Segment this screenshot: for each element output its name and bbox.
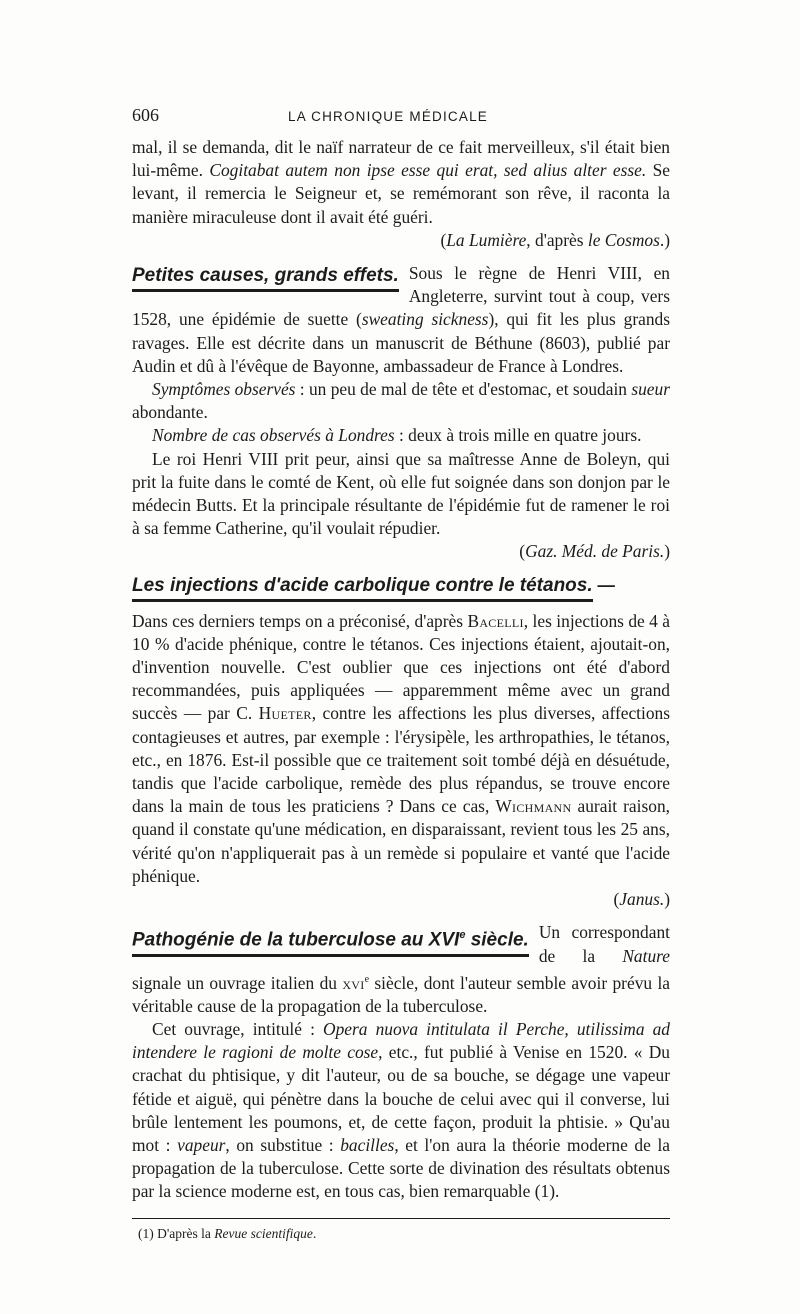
cases-label: Nombre de cas observés à Londres	[152, 425, 395, 446]
latin-quote: Cogitabat autem non ipse esse qui erat, sed alius alter esse.	[209, 160, 647, 181]
section-heading-row	[132, 574, 670, 602]
source-paren: .)	[659, 229, 670, 250]
section3-paragraph-2	[132, 1018, 670, 1204]
section1-text: Sous le règne de Henri VIII, en Angleterre, survint tout à coup, vers 1528, une épidémie de suette (	[132, 263, 670, 330]
section1-cases	[132, 424, 670, 447]
source-paren: )	[664, 541, 670, 562]
section2-paragraph	[132, 610, 670, 888]
source-paren: (	[519, 541, 526, 562]
sueur-word: sueur	[631, 379, 670, 400]
section2-text-b: , les injections de 4 à 10 % d'acide phénique, contre le tétanos. Ces injections étaient, ajoutait-on, d'invention nouvelle. C'est oublier que ces injections ont été d'abord recommandées, puis appliquées — apparemment même avec un grand succès — par C.	[132, 610, 670, 724]
section-injections	[132, 574, 670, 912]
section-pathogenie	[132, 921, 670, 1203]
journal-title: LA CHRONIQUE MÉDICALE	[288, 109, 488, 124]
author-wichmann: Wichmann	[495, 796, 572, 817]
section1-paragraph-4: Le roi Henri VIII prit peur, ainsi que sa maîtresse Anne de Boleyn, qui prit la fuite dans le comté de Kent, où elle fut soignée dans son donjon par le médecin Butts. Et la principale résultante de l'épidémie fut de ramener le roi à sa femme Catherine, qu'il voulait répudier.	[132, 448, 670, 539]
section3-text-b: signale un ouvrage italien du	[132, 972, 343, 993]
footnote-source: Revue scientifique	[214, 1225, 313, 1241]
author-hueter: Hueter	[258, 703, 312, 724]
opening-source	[132, 229, 670, 252]
footnote-rule	[132, 1218, 670, 1219]
section2-text-d: aurait raison, quand il constate qu'une médication, en disparaissant, revient tous les 25 ans, vérité qu'on n'appliquerait pas à un remède si populaire et vanté que l'acide phénique.	[132, 796, 670, 886]
section3-p2-text-b: , etc., fut publié à Venise en 1520. « Du crachat du phtisique, y dit l'auteur, ou de sa bouche, se dégage une vapeur fétide et aiguë, qui pénètre dans la bouche de celui avec qui il converse, lui brûle lentement les poumons, et, de cette façon, produit la phtisie. » Qu'au mot :	[132, 1042, 670, 1155]
section1-symptoms	[132, 378, 670, 424]
century-numeral: xvi	[342, 972, 365, 993]
source-gazette: Gaz. Méd. de Paris.	[525, 541, 665, 562]
nature-journal: Nature	[622, 945, 670, 966]
section3-text-c: siècle, dont l'auteur semble avoir prévu la véritable cause de la propagation de la tuberculose.	[132, 972, 670, 1016]
section1-source	[132, 540, 670, 563]
opening-text-continued: Se levant, il remercia le Seigneur et, se remémorant son rêve, il raconta la manière miraculeuse dont il avait été guéri.	[132, 160, 671, 227]
section-petites-causes	[132, 262, 670, 564]
page-number: 606	[132, 105, 159, 125]
heading-text-end: siècle.	[465, 929, 529, 951]
section2-text: Dans ces derniers temps on a préconisé, d'après	[132, 610, 468, 631]
footnote-text: D'après la	[157, 1225, 215, 1241]
running-head	[132, 104, 670, 128]
source-connector: , d'après	[526, 229, 588, 250]
section-heading-pathogenie	[132, 923, 529, 956]
footnote-marker: (1)	[138, 1225, 158, 1241]
section-heading-injections: Les injections d'acide carbolique contre le tétanos.	[132, 574, 593, 602]
section1-text-continued: ), qui fit les plus grands ravages. Elle est décrite dans un manuscrit de Béthune (8603), publié par Audin et dû à l'évêque de Bayonne, ambassadeur de France à Londres.	[132, 309, 671, 376]
page-content	[132, 104, 670, 1243]
symptoms-text: : un peu de mal de tête et d'estomac, et soudain	[295, 379, 632, 400]
source-cosmos: le Cosmos	[587, 229, 660, 250]
section3-p2-text-c: , on substitue :	[225, 1134, 341, 1155]
sweating-sickness: sweating sickness	[361, 309, 489, 330]
section3-p2-text-d: , et l'on aura la théorie moderne de la propagation de la tuberculose. Cette sorte de divination des résultats obtenus par la science moderne est, en tous cas, bien remarquable (1).	[132, 1134, 670, 1202]
section-heading-petites-causes: Petites causes, grands effets.	[132, 264, 399, 292]
source-paren: (	[440, 229, 447, 250]
source-paren: )	[664, 889, 670, 910]
word-vapeur: vapeur	[177, 1134, 226, 1155]
source-janus: Janus.	[619, 889, 665, 910]
section3-text: Un correspondant de la	[538, 922, 670, 966]
cases-text: : deux à trois mille en quatre jours.	[394, 425, 642, 446]
heading-text: Pathogénie de la tuberculose au XVI	[132, 929, 460, 951]
section2-source	[132, 888, 670, 911]
heading-dash: —	[592, 574, 615, 595]
section3-paragraph-1	[132, 921, 670, 1018]
section3-p2-text: Cet ouvrage, intitulé :	[152, 1018, 324, 1039]
symptoms-label: Symptômes observés	[152, 379, 296, 400]
century-superscript: e	[364, 973, 370, 985]
opening-paragraph	[132, 136, 670, 229]
symptoms-text-end: abondante.	[132, 402, 208, 423]
section2-text-c: , contre les affections les plus diverses, affections contagieuses et autres, par exemple : l'érysipèle, les arthropathies, le tétanos, etc., en 1876. Est-il possible que ce traitement soit tombé déjà en désuétude, tandis que l'acide carbolique, remède des plus répandus, se trouve encore dans la main de tous les praticiens ? Dans ce cas,	[132, 703, 670, 817]
opening-text: mal, il se demanda, dit le naïf narrateur de ce fait merveilleux, s'il était bien lui-même.	[132, 137, 670, 181]
footnote	[132, 1225, 670, 1243]
source-paren: (	[613, 889, 620, 910]
heading-superscript: e	[459, 929, 466, 942]
word-bacilles: bacilles	[340, 1134, 395, 1155]
author-bacelli: Bacelli	[467, 610, 524, 631]
opera-nuova-title: Opera nuova intitulata il Perche, utilissima ad intendere le ragioni de molte cose	[132, 1018, 671, 1063]
section1-paragraph-1	[132, 262, 670, 378]
footnote-end: .	[312, 1225, 317, 1241]
source-la-lumiere: La Lumière	[446, 229, 527, 250]
